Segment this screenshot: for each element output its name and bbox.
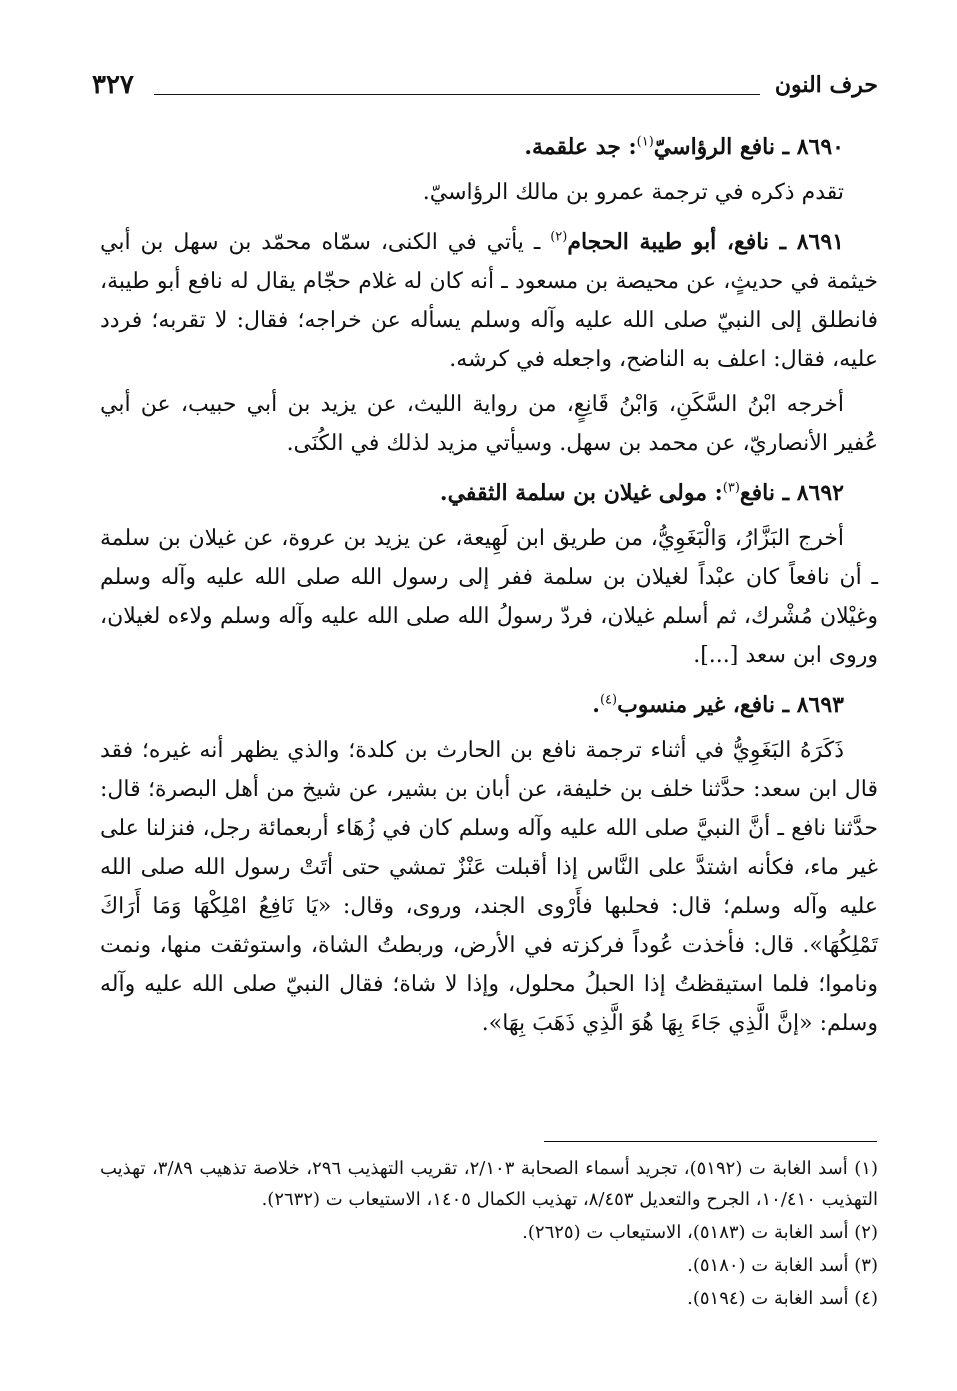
entry-number: ٨٦٩٠ — [796, 134, 844, 160]
entry-heading-line: ٨٦٩١ ـ نافع، أبو طيبة الحجام$^{(٢)}$ ـ يأتي في الكنى، سمّاه محمّد بن سهل بن أبي خيثمة في حديثٍ، عن محيصة بن مسعود ـ أنه كان له غلام حجّام يقال له نافع أبو طيبة، فانطلق إلى النبيّ صلى الله عليه وآله وسلم يسأله عن خراجه؛ فقال: لا تقربه؛ فردد عليه، فقال: اعلف به الناضح، واجعله في كرشه. — [100, 229, 878, 372]
entry-title: نافع، أبو طيبة الحجام — [567, 229, 770, 255]
footnote-ref[interactable]: (١) — [636, 134, 654, 150]
entry-rest: . — [592, 692, 600, 718]
footnote-number: (٤) — [854, 1288, 878, 1309]
footnote-ref[interactable]: (٢) — [550, 229, 568, 245]
entry-8693 — [100, 686, 878, 1043]
footnote-4 — [100, 1283, 878, 1314]
entry-8690 — [100, 128, 878, 212]
entry-paragraph: أخرجه ابْنُ السَّكَنِ، وَابْنُ قَانِعٍ، من رواية الليث، عن يزيد بن أبي حبيب، عن أبي عُفير الأنصاريّ، عن محمد بن سهل. وسيأتي مزيد لذلك في الكُنَى. — [100, 392, 878, 456]
entry-title: نافع — [739, 480, 775, 506]
footnote-text: أسد الغابة ت (٥١٩٤). — [687, 1288, 849, 1309]
entry-number: ٨٦٩٣ — [796, 692, 844, 718]
main-text — [100, 128, 878, 1054]
entry-title: نافع الرؤاسيّ — [653, 134, 775, 160]
entry-paragraph: تقدم ذكره في ترجمة عمرو بن مالك الرؤاسيّ. — [422, 180, 844, 205]
footnote-ref[interactable]: (٣) — [722, 480, 740, 496]
entry-8691 — [100, 223, 878, 463]
footnote-text: أسد الغابة ت (٥١٨٠). — [687, 1255, 849, 1276]
page-number: ٣٢٧ — [92, 70, 134, 100]
entry-heading-line: ٨٦٩٠ ـ نافع الرؤاسيّ$^{(١)}$: جد علقمة. — [524, 134, 844, 160]
entry-heading-line: ٨٦٩٣ ـ نافع، غير منسوب$^{(٤)}$. — [592, 692, 844, 718]
entry-rest: : جد علقمة. — [524, 134, 637, 160]
footnote-number: (٢) — [854, 1222, 878, 1243]
entry-8692 — [100, 474, 878, 675]
footnote-number: (١) — [854, 1158, 878, 1179]
footnote-separator — [544, 1141, 877, 1142]
footnote-1 — [100, 1153, 878, 1215]
entry-paragraph: ذَكَرَهُ البَغَوِيُّ في أثناء ترجمة نافع بن الحارث بن كلدة؛ والذي يظهر أنه غيره؛ فقد قال ابن سعد: حدَّثنا خلف بن خليفة، عن أبان بن بشير، عن شيخ من أهل البصرة؛ قال: حدَّثنا نافع ـ أنَّ النبيَّ صلى الله عليه وآله وسلم كان في زُهَاء أربعمائة رجل، فنزلنا على غير ماء، فكأنه اشتدَّ على النَّاس إذا أقبلت عَنْزٌ تمشي حتى أتَتْ رسول الله صلى الله عليه وآله وسلم؛ قال: فحلبها فأَرْوى الجند، وروى، وقال: «يَا نَافِعُ امْلِكْهَا وَمَا أَرَاكَ تَمْلِكُهَا». قال: فأخذت عُوداً فركزته في الأرض، وربطتُ الشاة، واستوثقت منها، ونمت وناموا؛ فلما استيقظتُ إذا الحبلُ محلول، وإذا لا شاة؛ فقال النبيّ صلى الله عليه وآله وسلم: «إنَّ الَّذِي جَاءَ بِهَا هُوَ الَّذِي ذَهَبَ بِهَا». — [100, 738, 878, 1036]
entry-heading-line: ٨٦٩٢ ـ نافع$^{(٣)}$: مولى غيلان بن سلمة الثقفي. — [439, 480, 844, 506]
entry-rest: ـ يأتي في الكنى، سمّاه محمّد بن سهل بن أبي خيثمة في حديثٍ، عن محيصة بن مسعود ـ أنه كان له غلام حجّام يقال له نافع أبو طيبة، فانطلق إلى النبيّ صلى الله عليه وآله وسلم يسأله عن خراجه؛ فقال: لا تقربه؛ فردد عليه، فقال: اعلف به الناضح، واجعله في كرشه. — [100, 230, 878, 372]
entry-rest: : مولى غيلان بن سلمة الثقفي. — [439, 480, 723, 506]
footnote-3 — [100, 1250, 878, 1281]
entry-paragraph: أخرج البَزَّارُ، وَالْبَغَوِيُّ، من طريق ابن لَهِيعة، عن يزيد بن عروة، عن غيلان بن سلمة ـ أن نافعاً كان عبْداً لغيلان بن سلمة ففر إلى رسول الله صلى الله عليه وآله وسلم وغيْلان مُشْرك، ثم أسلم غيلان، فردّ رسولُ الله صلى الله عليه وآله وسلم ولاءه لغيلان، وروى ابن سعد [...]. — [100, 526, 878, 668]
section-title: حرف النون — [774, 72, 878, 98]
entry-title: نافع، غير منسوب — [617, 692, 775, 718]
entry-number: ٨٦٩١ — [796, 229, 844, 255]
footnote-text: أسد الغابة ت (٥١٩٢)، تجريد أسماء الصحابة ٢/١٠٣، تقريب التهذيب ٢٩٦، خلاصة تذهيب ٣/٨٩، تهذيب التهذيب ١٠/٤١٠، الجرح والتعديل ٨/٤٥٣، تهذيب الكمال ١٤٠٥، الاستيعاب ت (٢٦٣٢). — [100, 1158, 878, 1210]
entry-number: ٨٦٩٢ — [796, 480, 844, 506]
footnote-2 — [100, 1217, 878, 1248]
footnote-text: أسد الغابة ت (٥١٨٣)، الاستيعاب ت (٢٦٢٥). — [522, 1222, 849, 1243]
footnotes — [100, 1153, 878, 1316]
header-rule — [154, 94, 760, 95]
page-header — [92, 70, 878, 110]
footnote-ref[interactable]: (٤) — [599, 692, 618, 708]
footnote-number: (٣) — [854, 1255, 878, 1276]
